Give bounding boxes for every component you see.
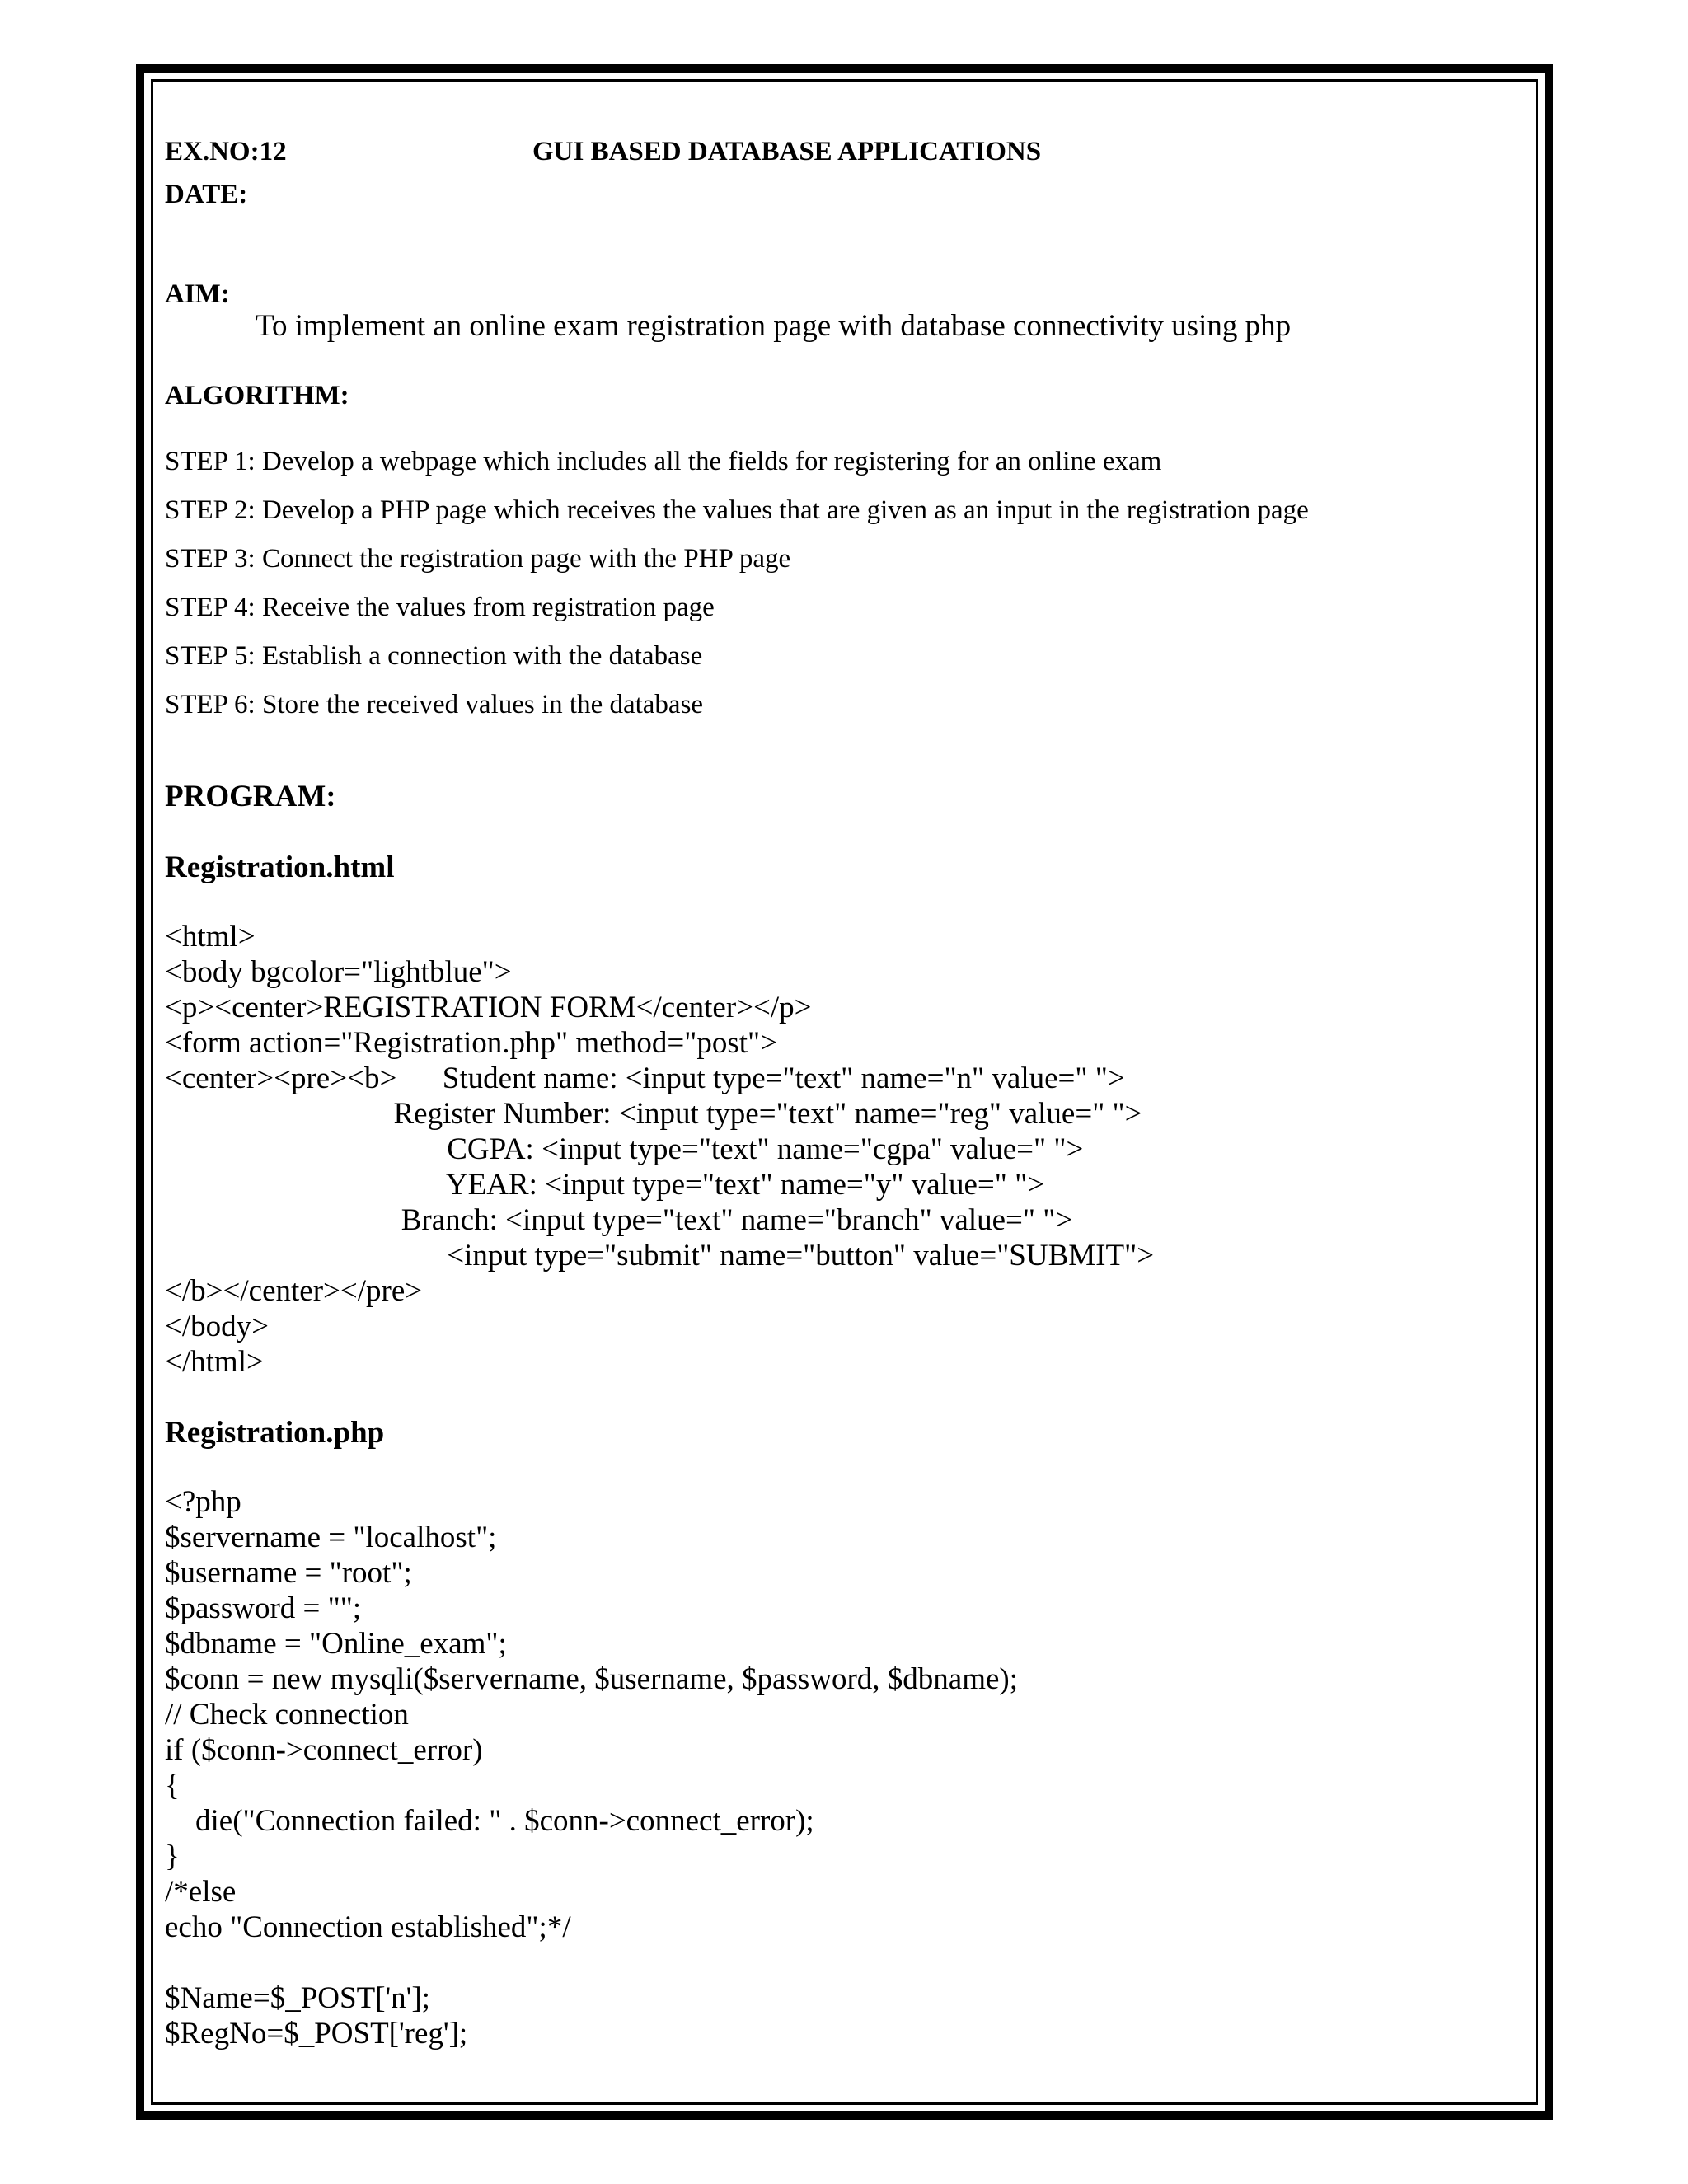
date-label: DATE: bbox=[165, 180, 248, 209]
exercise-number: EX.NO:12 bbox=[165, 137, 287, 166]
algorithm-label: ALGORITHM: bbox=[165, 381, 349, 410]
code-line: $servername = "localhost"; bbox=[165, 1521, 497, 1554]
code-line: Register Number: <input type="text" name="reg" value=" "> bbox=[165, 1097, 1142, 1131]
code-line: if ($conn->connect_error) bbox=[165, 1733, 483, 1767]
code-line: // Check connection bbox=[165, 1698, 409, 1732]
code-line: $username = "root"; bbox=[165, 1556, 412, 1590]
code-line: </b></center></pre> bbox=[165, 1274, 423, 1308]
code-line: <form action="Registration.php" method="post"> bbox=[165, 1026, 777, 1060]
php-file-name: Registration.php bbox=[165, 1416, 385, 1450]
code-line: die("Connection failed: " . $conn->connect_error); bbox=[165, 1804, 814, 1838]
code-line: <html> bbox=[165, 920, 256, 954]
code-line: </body> bbox=[165, 1310, 270, 1343]
code-line: } bbox=[165, 1840, 180, 1873]
code-line: <p><center>REGISTRATION FORM</center></p> bbox=[165, 991, 812, 1024]
exercise-title: GUI BASED DATABASE APPLICATIONS bbox=[532, 137, 1042, 166]
algorithm-step: STEP 1: Develop a webpage which includes all the fields for registering for an online exam bbox=[165, 447, 1162, 476]
code-line: /*else bbox=[165, 1875, 237, 1909]
code-line: echo "Connection established";*/ bbox=[165, 1910, 571, 1944]
aim-label: AIM: bbox=[165, 279, 230, 309]
code-line: <body bgcolor="lightblue"> bbox=[165, 955, 512, 989]
code-line: <?php bbox=[165, 1485, 241, 1519]
code-line: <center><pre><b> Student name: <input type="text" name="n" value=" "> bbox=[165, 1062, 1125, 1095]
code-line: { bbox=[165, 1769, 180, 1802]
code-line: $conn = new mysqli($servername, $username, $password, $dbname); bbox=[165, 1662, 1019, 1696]
code-line: $RegNo=$_POST['reg']; bbox=[165, 2017, 468, 2050]
algorithm-step: STEP 3: Connect the registration page with the PHP page bbox=[165, 544, 791, 574]
code-line: $password = ""; bbox=[165, 1591, 362, 1625]
aim-text: To implement an online exam registration page with database connectivity using php bbox=[256, 309, 1292, 343]
code-line: </html> bbox=[165, 1345, 264, 1379]
algorithm-step: STEP 4: Receive the values from registration page bbox=[165, 593, 715, 622]
code-line: $Name=$_POST['n']; bbox=[165, 1981, 430, 2015]
code-line: Branch: <input type="text" name="branch" value=" "> bbox=[165, 1203, 1073, 1237]
algorithm-step: STEP 6: Store the received values in the database bbox=[165, 690, 704, 719]
code-line: CGPA: <input type="text" name="cgpa" value=" "> bbox=[165, 1132, 1084, 1166]
code-line: YEAR: <input type="text" name="y" value=" "> bbox=[165, 1168, 1045, 1202]
code-line: <input type="submit" name="button" value="SUBMIT"> bbox=[165, 1239, 1155, 1272]
program-label: PROGRAM: bbox=[165, 780, 336, 813]
html-file-name: Registration.html bbox=[165, 851, 395, 884]
code-line: $dbname = "Online_exam"; bbox=[165, 1627, 507, 1661]
algorithm-step: STEP 5: Establish a connection with the database bbox=[165, 641, 703, 671]
algorithm-step: STEP 2: Develop a PHP page which receives the values that are given as an input in the registration page bbox=[165, 495, 1309, 525]
